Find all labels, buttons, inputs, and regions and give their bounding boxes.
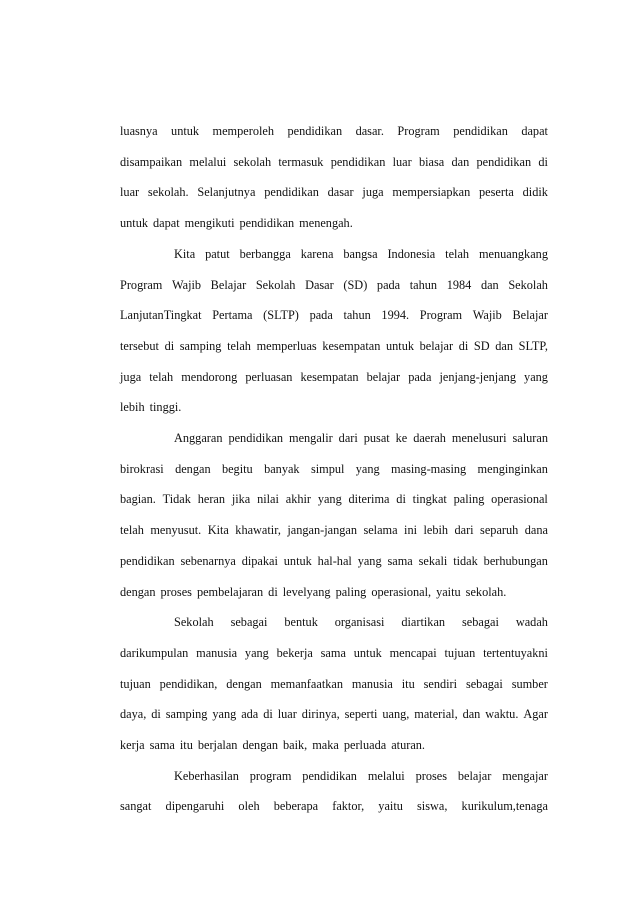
word: itu xyxy=(179,738,193,752)
word: Keberhasilan xyxy=(174,768,239,783)
word: uang, xyxy=(382,707,410,722)
word: dengan xyxy=(242,738,278,752)
word: di xyxy=(151,707,161,722)
word: berhubungan xyxy=(483,553,548,568)
text-line xyxy=(120,738,548,752)
word: sekali xyxy=(418,553,448,568)
word: waktu. xyxy=(485,707,519,722)
word: LanjutanTingkat xyxy=(120,308,202,323)
text-line xyxy=(120,799,548,813)
word: pendidikan xyxy=(228,431,284,445)
word: 1984 xyxy=(446,277,472,292)
word: akhir xyxy=(285,492,312,507)
word: yang xyxy=(317,492,342,507)
word: pendidikan xyxy=(453,124,508,138)
word: paling xyxy=(453,492,485,507)
word: tertentuyakni xyxy=(483,645,548,660)
word: sebagai xyxy=(465,676,503,691)
text-line xyxy=(120,278,548,292)
word: untuk xyxy=(386,338,415,353)
word: sama xyxy=(387,553,413,568)
word: hal-hal xyxy=(317,553,352,568)
word: dengan xyxy=(226,676,262,691)
word: dari xyxy=(454,523,474,538)
word: nilai xyxy=(257,492,279,507)
word: untuk xyxy=(120,216,149,231)
word: untuk xyxy=(283,553,312,568)
text-line xyxy=(120,492,548,506)
word: yang xyxy=(524,369,548,384)
word: Wajib xyxy=(472,308,502,323)
word: program xyxy=(249,768,292,783)
word: Program xyxy=(120,277,163,292)
word: daya, xyxy=(120,707,147,722)
word: dapat xyxy=(521,124,548,138)
word: manusia xyxy=(351,676,393,691)
word: dan xyxy=(451,154,470,169)
word: heran xyxy=(197,492,226,507)
word: (SD) xyxy=(343,277,368,292)
word: belajar xyxy=(419,338,454,353)
word: sekolah xyxy=(233,154,272,169)
word: pada xyxy=(408,369,432,384)
word: bangsa xyxy=(343,246,378,261)
text-line xyxy=(174,615,548,629)
word: aturan. xyxy=(391,738,426,752)
word: dengan xyxy=(175,461,211,476)
text-line xyxy=(120,339,548,353)
word: dari xyxy=(338,431,358,445)
text-line xyxy=(120,308,548,322)
word: Kita xyxy=(207,523,229,538)
text-line xyxy=(120,677,548,691)
word: melalui xyxy=(189,154,227,169)
word: organisasi xyxy=(334,615,385,630)
word: pendidikan xyxy=(264,185,319,200)
word: diartikan xyxy=(401,615,446,630)
word: Belajar xyxy=(210,277,247,292)
word: Dasar xyxy=(305,277,334,292)
word: kurikulum,tenaga xyxy=(461,799,548,814)
text-line xyxy=(120,400,548,414)
word: baik, xyxy=(282,738,308,752)
word: di xyxy=(268,584,278,599)
word: yang xyxy=(355,461,380,476)
word: oleh xyxy=(238,799,260,814)
word: paling xyxy=(335,584,367,599)
word: juga xyxy=(120,369,142,384)
word: pendidikan xyxy=(120,553,175,568)
word: Indonesia xyxy=(387,246,436,261)
word: 1994. xyxy=(381,308,410,323)
word: perluada xyxy=(343,738,387,752)
word: selama xyxy=(363,523,398,538)
word: luasnya xyxy=(120,124,158,138)
word: bekerja xyxy=(276,645,313,660)
word: berjalan xyxy=(197,738,238,752)
word: menuangkang xyxy=(478,246,548,261)
word: separuh xyxy=(480,523,519,538)
word: telah xyxy=(120,523,144,538)
word: dirinya, xyxy=(301,707,340,722)
word: karena xyxy=(300,246,334,261)
word: menyusut. xyxy=(150,523,202,538)
text-line xyxy=(120,523,548,537)
word: dasar. xyxy=(355,124,384,138)
word: tahun xyxy=(343,308,371,323)
word: di xyxy=(263,707,273,722)
word: pendidikan xyxy=(239,216,295,231)
word: melalui xyxy=(367,768,405,783)
word: dasar xyxy=(327,185,354,200)
word: dipakai xyxy=(241,553,278,568)
word: luar xyxy=(120,185,140,200)
word: mengajar xyxy=(502,768,548,783)
word: Sekolah xyxy=(508,277,548,292)
word: pendidikan xyxy=(287,124,343,138)
word: proses xyxy=(160,584,192,599)
word: begitu xyxy=(221,461,253,476)
word: patut xyxy=(205,246,230,261)
text-line xyxy=(120,216,548,230)
word: Wajib xyxy=(171,277,202,292)
word: Program xyxy=(419,308,463,323)
word: telah xyxy=(227,338,251,353)
word: sangat xyxy=(120,799,152,814)
word: luar xyxy=(277,707,297,722)
text-line xyxy=(120,370,548,384)
word: luar xyxy=(392,154,412,169)
word: SLTP, xyxy=(518,338,548,353)
word: sebagai xyxy=(462,615,499,630)
word: di xyxy=(396,492,406,507)
word: bentuk xyxy=(284,615,318,630)
word: tingkat xyxy=(412,492,447,507)
word: memperluas xyxy=(256,338,317,353)
word: operasional, xyxy=(371,584,432,599)
word: dapat xyxy=(153,216,180,231)
word: saluran xyxy=(512,431,548,445)
word: proses xyxy=(415,768,447,783)
text-line xyxy=(120,155,548,169)
word: belajar xyxy=(366,369,401,384)
word: menelusuri xyxy=(451,431,507,445)
word: mempersiapkan xyxy=(392,185,471,200)
word: dan xyxy=(462,707,481,722)
word: di xyxy=(164,338,175,353)
word: yang xyxy=(212,707,237,722)
word: tinggi. xyxy=(149,400,182,415)
text-line xyxy=(174,769,548,783)
word: Pertama xyxy=(212,308,253,323)
word: Kita xyxy=(174,246,196,261)
word: yang xyxy=(357,553,382,568)
word: maka xyxy=(312,738,339,752)
text-line xyxy=(120,646,548,660)
word: Sekolah xyxy=(174,615,214,630)
word: tujuan xyxy=(444,645,476,660)
word: pembelajaran xyxy=(196,584,264,599)
word: pendidikan xyxy=(302,768,357,783)
word: jangan-jangan xyxy=(287,523,357,538)
word: samping xyxy=(165,707,208,722)
word: siswa, xyxy=(417,799,448,814)
word: tersebut xyxy=(120,338,159,353)
word: mencapai xyxy=(389,645,437,660)
word: yaitu xyxy=(436,584,461,599)
word: peserta xyxy=(479,185,514,200)
word: mendorong xyxy=(181,369,238,384)
word: operasional xyxy=(491,492,548,507)
word: telah xyxy=(149,369,174,384)
text-line xyxy=(120,585,548,599)
word: pusat xyxy=(363,431,390,445)
word: (SLTP) xyxy=(263,308,299,323)
text-line xyxy=(120,124,548,138)
word: sebenarnya xyxy=(180,553,236,568)
text-line xyxy=(120,554,548,568)
word: sama xyxy=(149,738,175,752)
word: Anggaran xyxy=(174,431,223,445)
word: dan xyxy=(480,277,499,292)
word: Belajar xyxy=(512,308,548,323)
word: menengah. xyxy=(299,216,353,231)
word: di xyxy=(538,154,548,169)
word: lebih xyxy=(423,523,449,538)
text-line xyxy=(174,431,548,445)
word: masing-masing xyxy=(391,461,467,476)
word: sendiri xyxy=(423,676,458,691)
word: dengan xyxy=(120,584,156,599)
word: ke xyxy=(395,431,408,445)
word: pendidikan xyxy=(476,154,532,169)
word: Agar xyxy=(523,707,548,722)
word: SD xyxy=(473,338,490,353)
word: sekolah. xyxy=(465,584,507,599)
word: tujuan xyxy=(120,676,151,691)
word: faktor, xyxy=(332,799,365,814)
text-line xyxy=(120,707,548,721)
word: belajar xyxy=(457,768,492,783)
word: wadah xyxy=(515,615,548,630)
word: mengikuti xyxy=(184,216,235,231)
word: kerja xyxy=(120,738,145,752)
word: sekolah. xyxy=(147,185,189,200)
word: tahun xyxy=(409,277,438,292)
word: khawatir, xyxy=(235,523,281,538)
word: bagian. xyxy=(120,492,156,507)
word: seperti xyxy=(344,707,378,722)
word: ada xyxy=(241,707,259,722)
word: sama xyxy=(320,645,346,660)
word: samping xyxy=(179,338,222,353)
word: Sekolah xyxy=(255,277,296,292)
word: Program xyxy=(397,124,440,138)
word: pada xyxy=(376,277,401,292)
word: memanfaatkan xyxy=(270,676,343,691)
word: material, xyxy=(414,707,458,722)
word: disampaikan xyxy=(120,154,183,169)
word: untuk xyxy=(353,645,382,660)
word: jenjang-jenjang xyxy=(439,369,516,384)
word: termasuk xyxy=(278,154,324,169)
word: pada xyxy=(309,308,333,323)
word: mengalir xyxy=(289,431,333,445)
word: jika xyxy=(231,492,251,507)
word: didik xyxy=(522,185,548,200)
word: kesempatan xyxy=(300,369,359,384)
word: memperoleh xyxy=(212,124,274,138)
word: dan xyxy=(495,338,514,353)
text-line xyxy=(174,247,548,261)
word: juga xyxy=(362,185,384,200)
text-line xyxy=(120,462,548,476)
word: darikumpulan xyxy=(120,645,189,660)
word: di xyxy=(458,338,469,353)
word: biasa xyxy=(418,154,445,169)
word: pendidikan, xyxy=(159,676,218,691)
word: pendidikan xyxy=(330,154,386,169)
word: manusia xyxy=(196,645,238,660)
word: ini xyxy=(404,523,418,538)
word: simpul xyxy=(310,461,345,476)
word: banyak xyxy=(264,461,300,476)
word: telah xyxy=(445,246,470,261)
word: untuk xyxy=(171,124,200,138)
word: Tidak xyxy=(162,492,191,507)
word: kesempatan xyxy=(322,338,381,353)
word: birokrasi xyxy=(120,461,164,476)
word: sumber xyxy=(511,676,548,691)
word: Selanjutnya xyxy=(197,185,256,200)
text-line xyxy=(120,185,548,199)
word: tidak xyxy=(453,553,478,568)
word: diterima xyxy=(348,492,390,507)
word: yang xyxy=(244,645,269,660)
word: perluasan xyxy=(245,369,293,384)
word: lebih xyxy=(120,400,145,415)
word: itu xyxy=(401,676,415,691)
word: berbangga xyxy=(239,246,291,261)
word: menginginkan xyxy=(477,461,548,476)
word: sebagai xyxy=(230,615,268,630)
word: dana xyxy=(524,523,548,538)
word: yaitu xyxy=(378,799,403,814)
word: levelyang xyxy=(282,584,331,599)
word: dipengaruhi xyxy=(165,799,225,814)
word: daerah xyxy=(413,431,446,445)
word: beberapa xyxy=(273,799,319,814)
